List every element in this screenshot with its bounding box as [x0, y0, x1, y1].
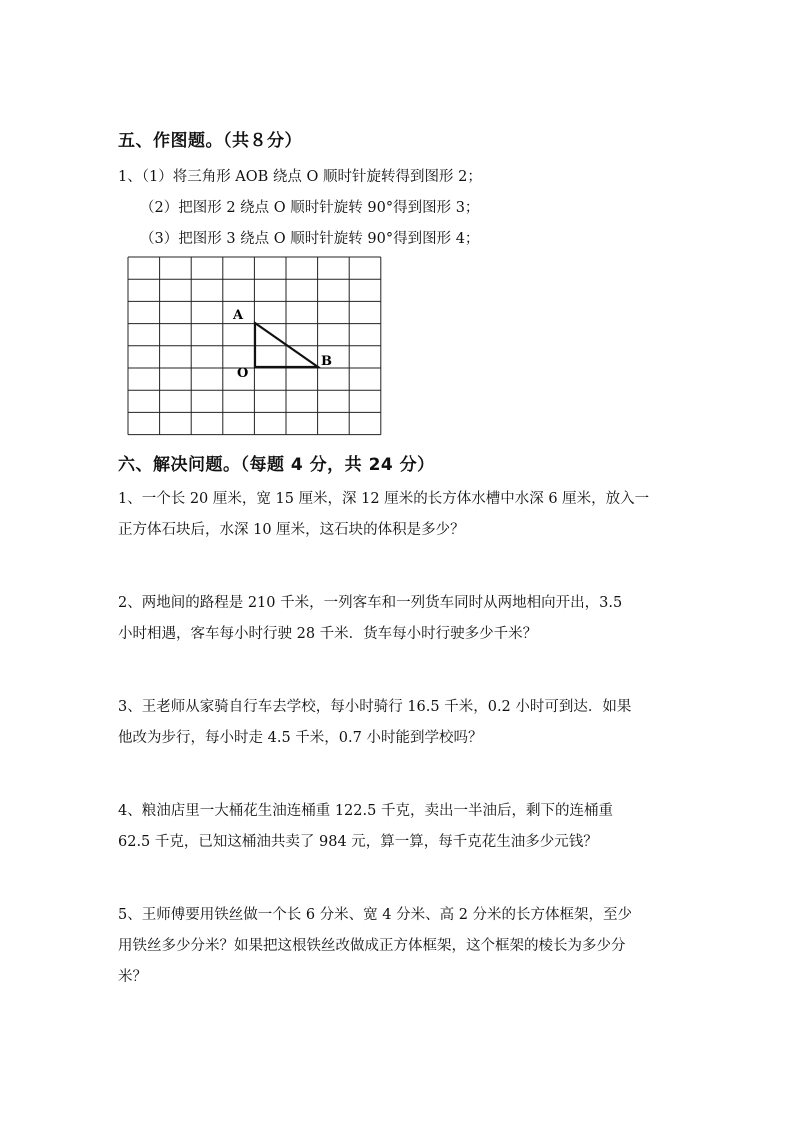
q6-4-line-2: 62.5 千克，已知这桶油共卖了 984 元，算一算，每千克花生油多少元钱？ — [118, 834, 598, 850]
q6-2-line-2: 小时相遇，客车每小时行驶 28 千米．货车每小时行驶多少千米？ — [118, 626, 538, 642]
q6-3-line-2: 他改为步行，每小时走 4.5 千米，0.7 小时能到学校吗？ — [118, 730, 483, 746]
q6-5-line-3: 米？ — [118, 969, 147, 985]
q6-1-line-1: 1、一个长 20 厘米，宽 15 厘米，深 12 厘米的长方体水槽中水深 6 厘米，放入一 — [118, 491, 650, 507]
q5-1-line-1: 1、（1）将三角形 AOB 绕点 O 顺时针旋转得到图形 2； — [118, 169, 482, 185]
q6-2-line-1: 2、两地间的路程是 210 千米，一列客车和一列货车同时从两地相向开出，3.5 — [118, 595, 623, 611]
q6-3-line-1: 3、王老师从家骑自行车去学校，每小时骑行 16.5 千米，0.2 小时可到达．如果 — [118, 699, 632, 715]
q6-1-line-2: 正方体石块后，水深 10 厘米，这石块的体积是多少？ — [118, 522, 465, 538]
q6-4-line-1: 4、粮油店里一大桶花生油连桶重 122.5 千克，卖出一半油后，剩下的连桶重 — [118, 803, 613, 819]
q5-1-line-3: （3）把图形 3 绕点 O 顺时针旋转 90°得到图形 4； — [140, 231, 480, 247]
section-5-title: 五、作图题。（共８分） — [118, 131, 302, 151]
q6-5-line-2: 用铁丝多少分米？如果把这根铁丝改做成正方体框架，这个框架的棱长为多少分 — [118, 938, 626, 954]
q5-1-line-2: （2）把图形 2 绕点 O 顺时针旋转 90°得到图形 3； — [140, 200, 480, 216]
label-b: B — [321, 354, 332, 369]
q6-5-line-1: 5、王师傅要用铁丝做一个长 6 分米、宽 4 分米、高 2 分米的长方体框架，至少 — [118, 907, 633, 923]
label-a: A — [233, 308, 244, 323]
label-o: O — [237, 366, 249, 381]
section-6-title: 六、解决问题。（每题 4 分，共 24 分） — [118, 455, 435, 475]
grid-figure — [118, 248, 388, 438]
